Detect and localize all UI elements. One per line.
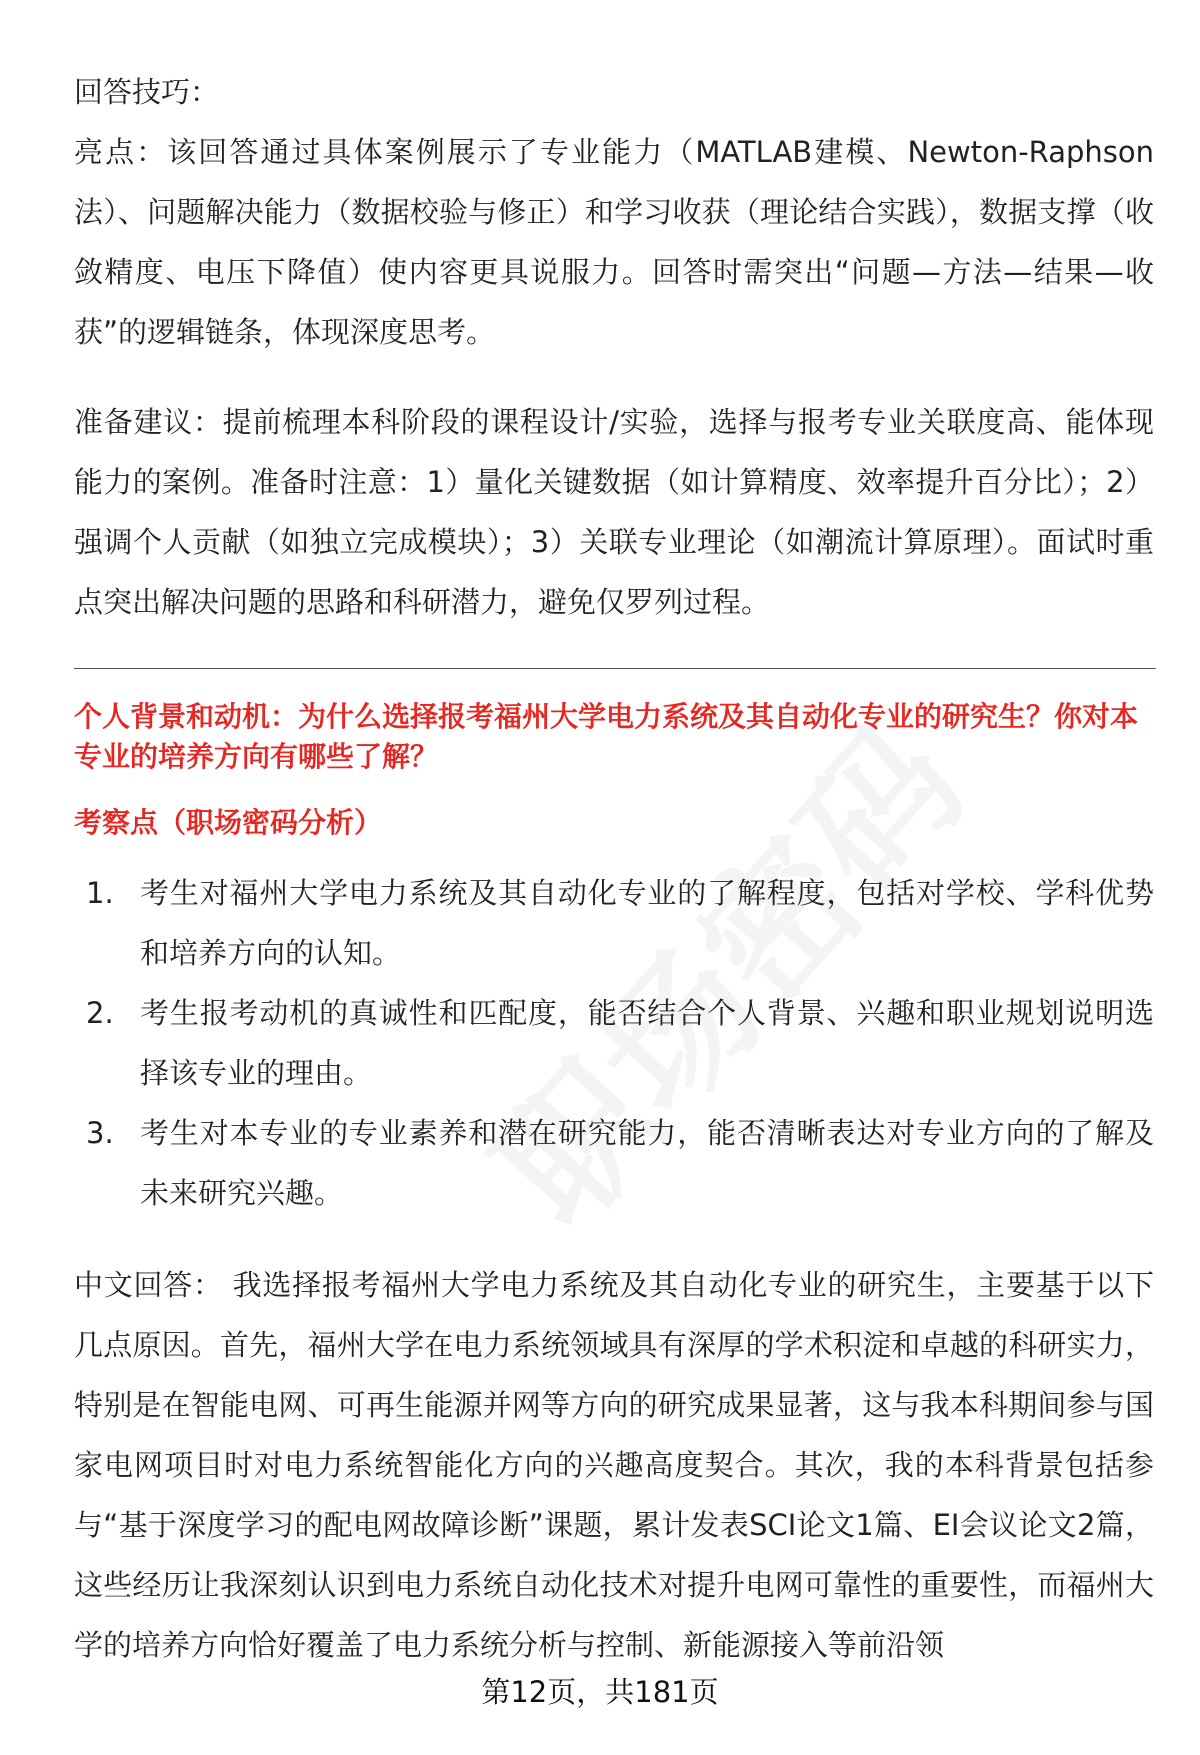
list-item — [74, 1103, 1154, 1223]
list-item — [74, 983, 1154, 1103]
question-title: 个人背景和动机：为什么选择报考福州大学电力系统及其自动化专业的研究生？你对本专业的培养方向有哪些了解？ — [74, 700, 1139, 773]
list-item-text: 考生对本专业的专业素养和潜在研究能力，能否清晰表达对专业方向的了解及未来研究兴趣。 — [140, 1116, 1154, 1210]
list-item-text: 考生对福州大学电力系统及其自动化专业的了解程度，包括对学校、学科优势和培养方向的认知。 — [140, 876, 1154, 970]
list-item — [74, 863, 1154, 983]
focus-heading: 考察点（职场密码分析） — [74, 806, 383, 839]
focus-points-list — [74, 863, 1154, 1223]
list-item-number: 1. — [86, 876, 114, 910]
list-item-text: 考生报考动机的真诚性和匹配度，能否结合个人背景、兴趣和职业规划说明选择该专业的理由。 — [140, 996, 1154, 1090]
answer-paragraph: 中文回答： 我选择报考福州大学电力系统及其自动化专业的研究生，主要基于以下几点原因。首先，福州大学在电力系统领域具有深厚的学术积淀和卓越的科研实力，特别是在智能电网、可再生能源并网等方向的研究成果显著，这与我本科期间参与国家电网项目时对电力系统智能化方向的兴趣高度契合。其次，我的本科背景包括参与“基于深度学习的配电网故障诊断”课题，累计发表SCI论文1篇、EI会议论文2篇，这些经历让我深刻认识到电力系统自动化技术对提升电网可靠性的重要性，而福州大学的培养方向恰好覆盖了电力系统分析与控制、新能源接入等前沿领 — [74, 1268, 1154, 1662]
section-divider — [74, 668, 1156, 669]
preparation-paragraph: 准备建议：提前梳理本科阶段的课程设计/实验，选择与报考专业关联度高、能体现能力的案例。准备时注意：1）量化关键数据（如计算精度、效率提升百分比）；2）强调个人贡献（如独立完成模块）；3）关联专业理论（如潮流计算原理）。面试时重点突出解决问题的思路和科研潜力，避免仅罗列过程。 — [74, 405, 1154, 619]
tips-label: 回答技巧： — [74, 75, 220, 109]
page-number: 第12页，共181页 — [481, 1675, 719, 1709]
highlight-paragraph: 亮点：该回答通过具体案例展示了专业能力（MATLAB建模、Newton-Raphson法）、问题解决能力（数据校验与修正）和学习收获（理论结合实践），数据支撑（收敛精度、电压下降值）使内容更具说服力。回答时需突出“问题—方法—结果—收获”的逻辑链条，体现深度思考。 — [74, 135, 1154, 349]
page-content — [74, 62, 1154, 1675]
list-item-number: 3. — [86, 1116, 114, 1150]
list-item-number: 2. — [86, 996, 114, 1030]
